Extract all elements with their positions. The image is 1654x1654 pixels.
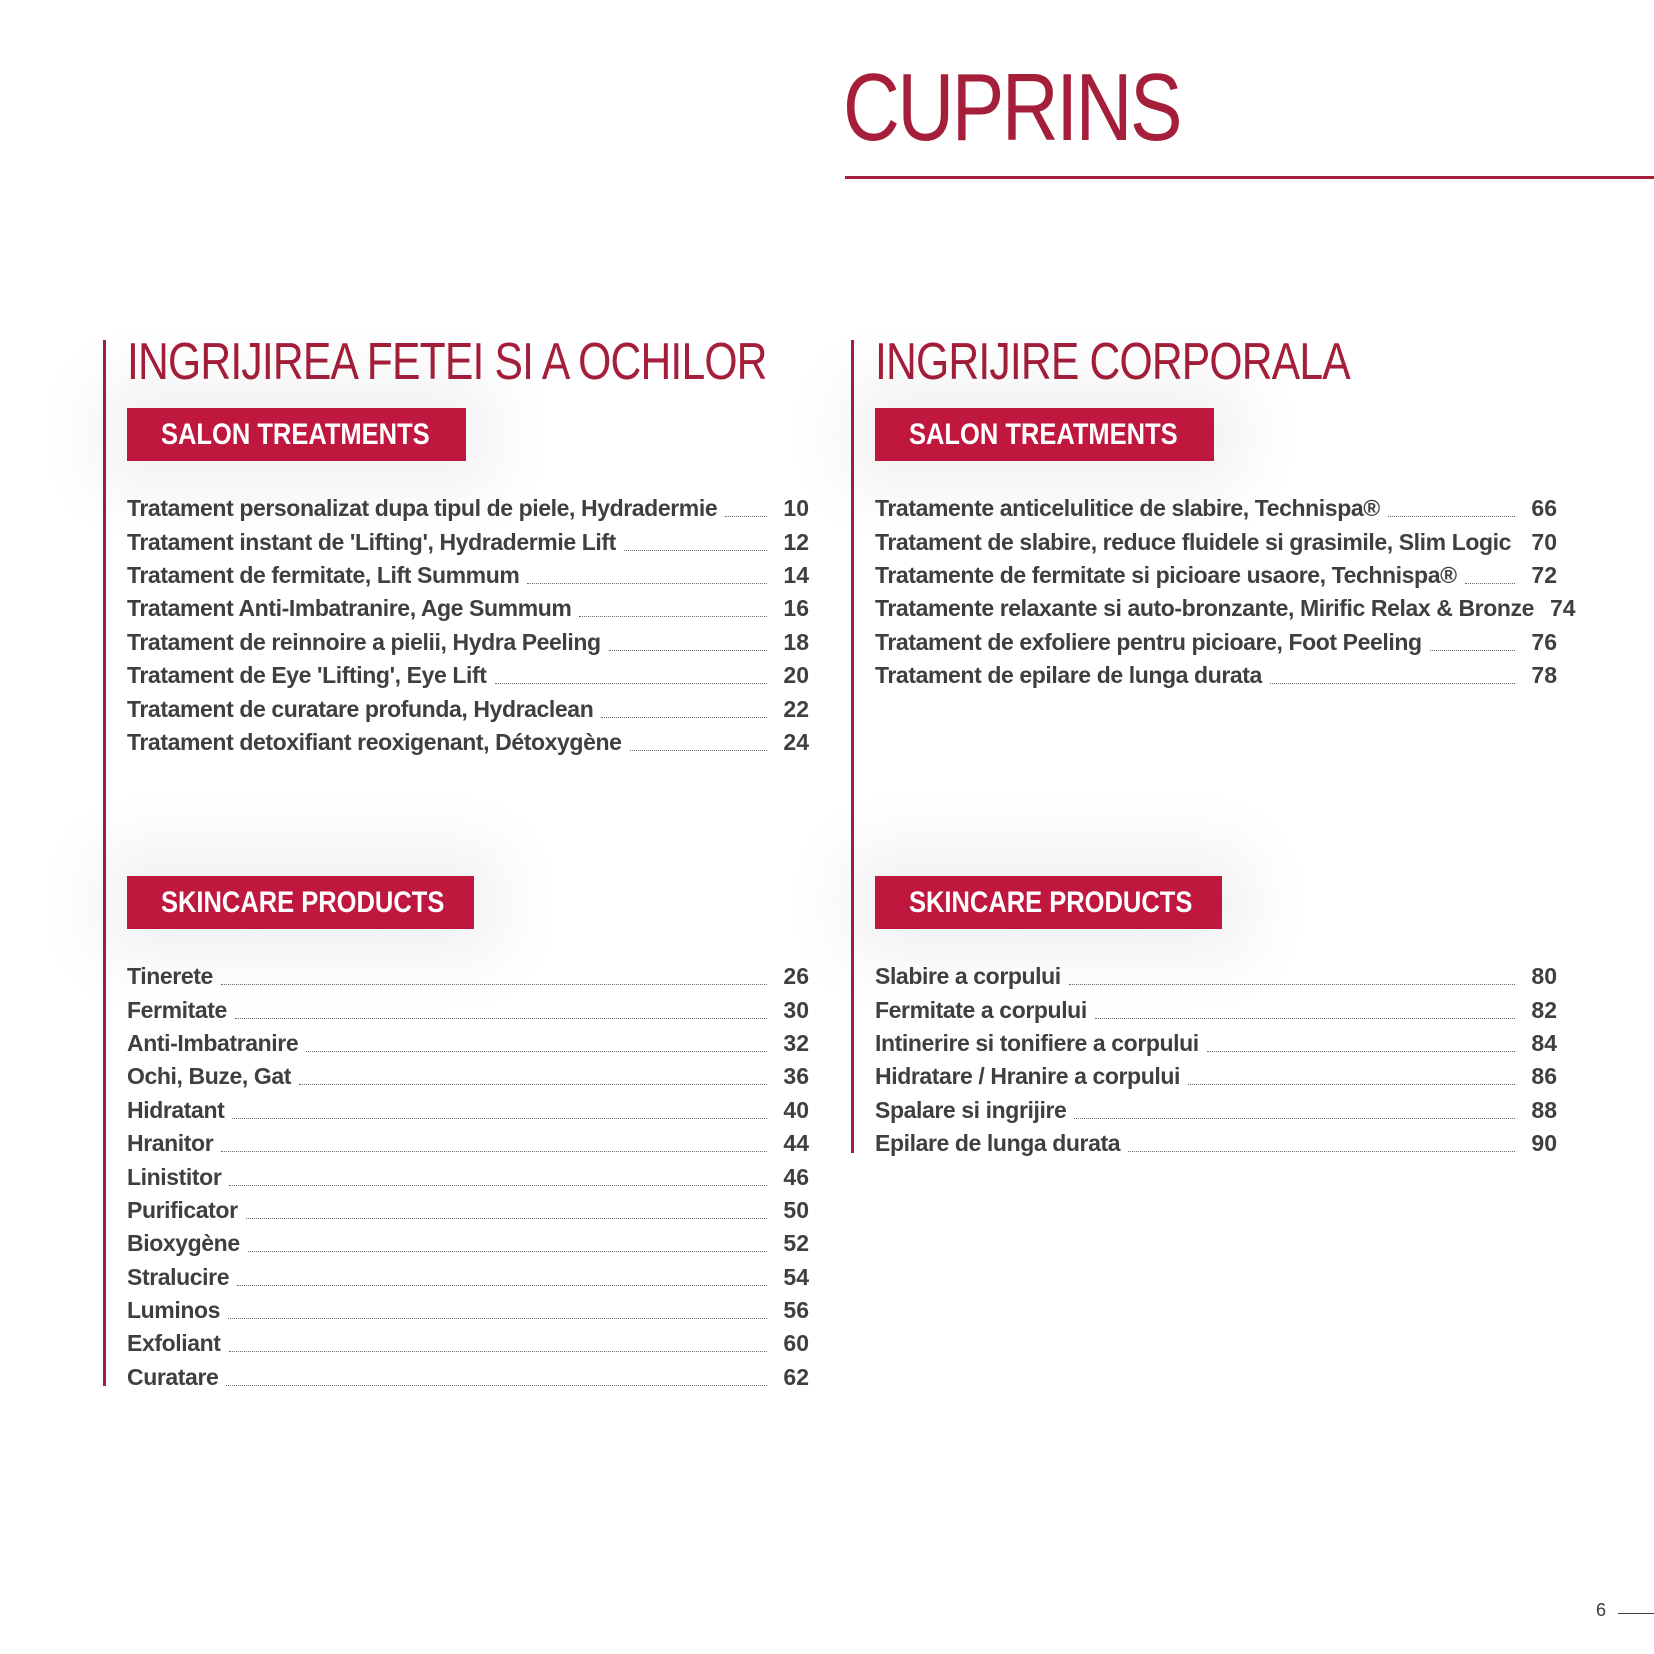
badge-label: SKINCARE PRODUCTS [161,885,445,919]
toc-entry [127,1327,809,1360]
toc-entry [127,993,809,1026]
toc-entry-page: 60 [783,1330,809,1357]
toc-entry-title: Ochi, Buze, Gat [127,1063,291,1090]
toc-entry [127,726,809,759]
toc-entry [127,626,809,659]
toc-entry-page: 76 [1531,628,1557,655]
badge-label: SALON TREATMENTS [161,417,430,451]
toc-entry-title: Fermitate a corpului [875,996,1087,1023]
toc-entry [875,525,1557,558]
badge-label: SALON TREATMENTS [909,417,1178,451]
toc-entry [127,1361,809,1394]
toc-entry-page: 16 [783,595,809,622]
dot-leader [246,1218,767,1219]
toc-entry-title: Tinerete [127,963,213,990]
toc-entry-page: 62 [783,1363,809,1390]
dot-leader [725,516,767,517]
toc-entry [875,626,1557,659]
badge-body-salon-treatments [875,408,1214,461]
toc-entry-title: Curatare [127,1363,219,1390]
toc-entry-page: 44 [783,1130,809,1157]
toc-entry [875,1094,1557,1127]
badge-label: SKINCARE PRODUCTS [909,885,1193,919]
toc-entry [127,492,809,525]
toc-entry [875,993,1557,1026]
toc-entry-page: 56 [783,1297,809,1324]
toc-entry-title: Hidratare / Hranire a corpului [875,1063,1180,1090]
toc-entry-title: Intinerire si tonifiere a corpului [875,1029,1199,1056]
toc-entry-title: Spalare si ingrijire [875,1096,1067,1123]
dot-leader [630,750,767,751]
toc-entry-title: Stralucire [127,1263,230,1290]
dot-leader [221,1151,767,1152]
dot-leader [1095,1018,1515,1019]
toc-entry-title: Fermitate [127,996,227,1023]
toc-entry-title: Luminos [127,1297,221,1324]
toc-entry-page: 80 [1531,963,1557,990]
toc-entry-page: 84 [1531,1029,1557,1056]
toc-entry-page: 66 [1531,495,1557,522]
toc-entry-page: 22 [783,695,809,722]
toc-entry-title: Tratament detoxifiant reoxigenant, Détoxygène [127,728,622,755]
page-number: 6 [1596,1600,1607,1620]
dot-leader [228,1318,767,1319]
badge-face-skincare-products [127,876,474,929]
toc-entry-page: 26 [783,963,809,990]
toc-entry-page: 52 [783,1230,809,1257]
section-heading-body: INGRIJIRE CORPORALA [875,333,1350,391]
toc-entry-page: 54 [783,1263,809,1290]
badge-body-skincare-products [875,876,1222,929]
toc-entry-title: Tratament de reinnoire a pielii, Hydra Peeling [127,628,601,655]
toc-entry-title: Tratament de fermitate, Lift Summum [127,561,520,588]
toc-entry-title: Anti-Imbatranire [127,1029,299,1056]
dot-leader [1388,516,1515,517]
dot-leader [579,616,767,617]
toc-entry-title: Tratament de epilare de lunga durata [875,662,1262,689]
toc-entry-page: 14 [783,561,809,588]
dot-leader [248,1251,767,1252]
section-divider-bar [103,340,106,1386]
toc-entry [875,559,1557,592]
toc-entry-title: Slabire a corpului [875,963,1061,990]
dot-leader [527,583,767,584]
dot-leader [237,1285,767,1286]
toc-entry [127,1127,809,1160]
toc-entry [127,1060,809,1093]
toc-entry-page: 24 [783,728,809,755]
toc-entry-title: Tratament de slabire, reduce fluidele si grasimile, Slim Logic [875,528,1512,555]
toc-entry [127,1261,809,1294]
toc-entry-title: Hidratant [127,1096,225,1123]
dot-leader [232,1118,767,1119]
section-divider-bar [851,340,854,1153]
toc-entry [875,592,1576,625]
toc-entry [127,960,809,993]
toc-body-products [875,960,1557,1160]
toc-entry-title: Hranitor [127,1130,214,1157]
toc-entry [127,1094,809,1127]
toc-entry [127,659,809,692]
toc-entry [875,1027,1557,1060]
badge-face-salon-treatments [127,408,466,461]
toc-entry-page: 30 [783,996,809,1023]
toc-entry-title: Tratament instant de 'Lifting', Hydradermie Lift [127,528,616,555]
toc-body-salon [875,492,1576,692]
toc-entry-title: Purificator [127,1196,238,1223]
toc-entry [127,1294,809,1327]
toc-face-salon [127,492,809,759]
dot-leader [624,550,767,551]
toc-entry [875,1127,1557,1160]
dot-leader [1069,984,1515,985]
dot-leader [235,1018,767,1019]
toc-entry-page: 12 [783,528,809,555]
page-title: CUPRINS [843,54,1181,161]
toc-entry-title: Tratament de exfoliere pentru picioare, Foot Peeling [875,628,1422,655]
toc-entry-page: 90 [1531,1130,1557,1157]
dot-leader [601,717,767,718]
toc-entry [127,525,809,558]
toc-entry-page: 74 [1550,595,1576,622]
toc-entry-title: Linistitor [127,1163,222,1190]
toc-entry-page: 86 [1531,1063,1557,1090]
toc-entry [127,1027,809,1060]
toc-entry-page: 18 [783,628,809,655]
dot-leader [1465,583,1515,584]
toc-entry-title: Tratament de curatare profunda, Hydraclean [127,695,594,722]
dot-leader [221,984,767,985]
toc-entry [127,559,809,592]
dot-leader [1270,683,1515,684]
dot-leader [1188,1084,1515,1085]
dot-leader [1207,1051,1515,1052]
toc-entry-title: Tratament de Eye 'Lifting', Eye Lift [127,662,487,689]
toc-entry [875,659,1557,692]
dot-leader [1430,650,1515,651]
dot-leader [226,1385,767,1386]
title-rule [845,176,1654,179]
toc-entry [875,1060,1557,1093]
toc-entry [127,1160,809,1193]
toc-face-products [127,960,809,1394]
dot-leader [1128,1151,1515,1152]
toc-entry-page: 70 [1531,528,1557,555]
dot-leader [229,1185,767,1186]
footer-rule [1618,1613,1654,1614]
toc-entry-page: 46 [783,1163,809,1190]
dot-leader [299,1084,767,1085]
toc-entry [875,960,1557,993]
toc-entry [875,492,1557,525]
toc-entry-title: Tratament personalizat dupa tipul de piele, Hydradermie [127,495,718,522]
dot-leader [609,650,767,651]
dot-leader [1074,1118,1515,1119]
toc-entry-title: Tratamente anticelulitice de slabire, Technispa® [875,495,1380,522]
toc-entry-page: 82 [1531,996,1557,1023]
toc-entry [127,692,809,725]
dot-leader [306,1051,767,1052]
dot-leader [495,683,768,684]
toc-entry-page: 78 [1531,662,1557,689]
toc-entry [127,1194,809,1227]
toc-entry-page: 50 [783,1196,809,1223]
toc-entry-title: Exfoliant [127,1330,221,1357]
section-heading-face: INGRIJIREA FETEI SI A OCHILOR [127,333,767,391]
toc-entry-title: Bioxygène [127,1230,240,1257]
toc-entry-page: 20 [783,662,809,689]
toc-entry-title: Tratamente relaxante si auto-bronzante, Mirific Relax & Bronze [875,595,1534,622]
toc-entry-title: Tratamente de fermitate si picioare usaore, Technispa® [875,561,1457,588]
toc-entry-title: Tratament Anti-Imbatranire, Age Summum [127,595,572,622]
toc-entry-page: 10 [783,495,809,522]
toc-entry-page: 36 [783,1063,809,1090]
toc-entry [127,1227,809,1260]
dot-leader [229,1351,767,1352]
toc-entry-page: 32 [783,1029,809,1056]
toc-entry-page: 72 [1531,561,1557,588]
toc-entry-page: 88 [1531,1096,1557,1123]
toc-entry [127,592,809,625]
toc-entry-title: Epilare de lunga durata [875,1130,1121,1157]
toc-entry-page: 40 [783,1096,809,1123]
